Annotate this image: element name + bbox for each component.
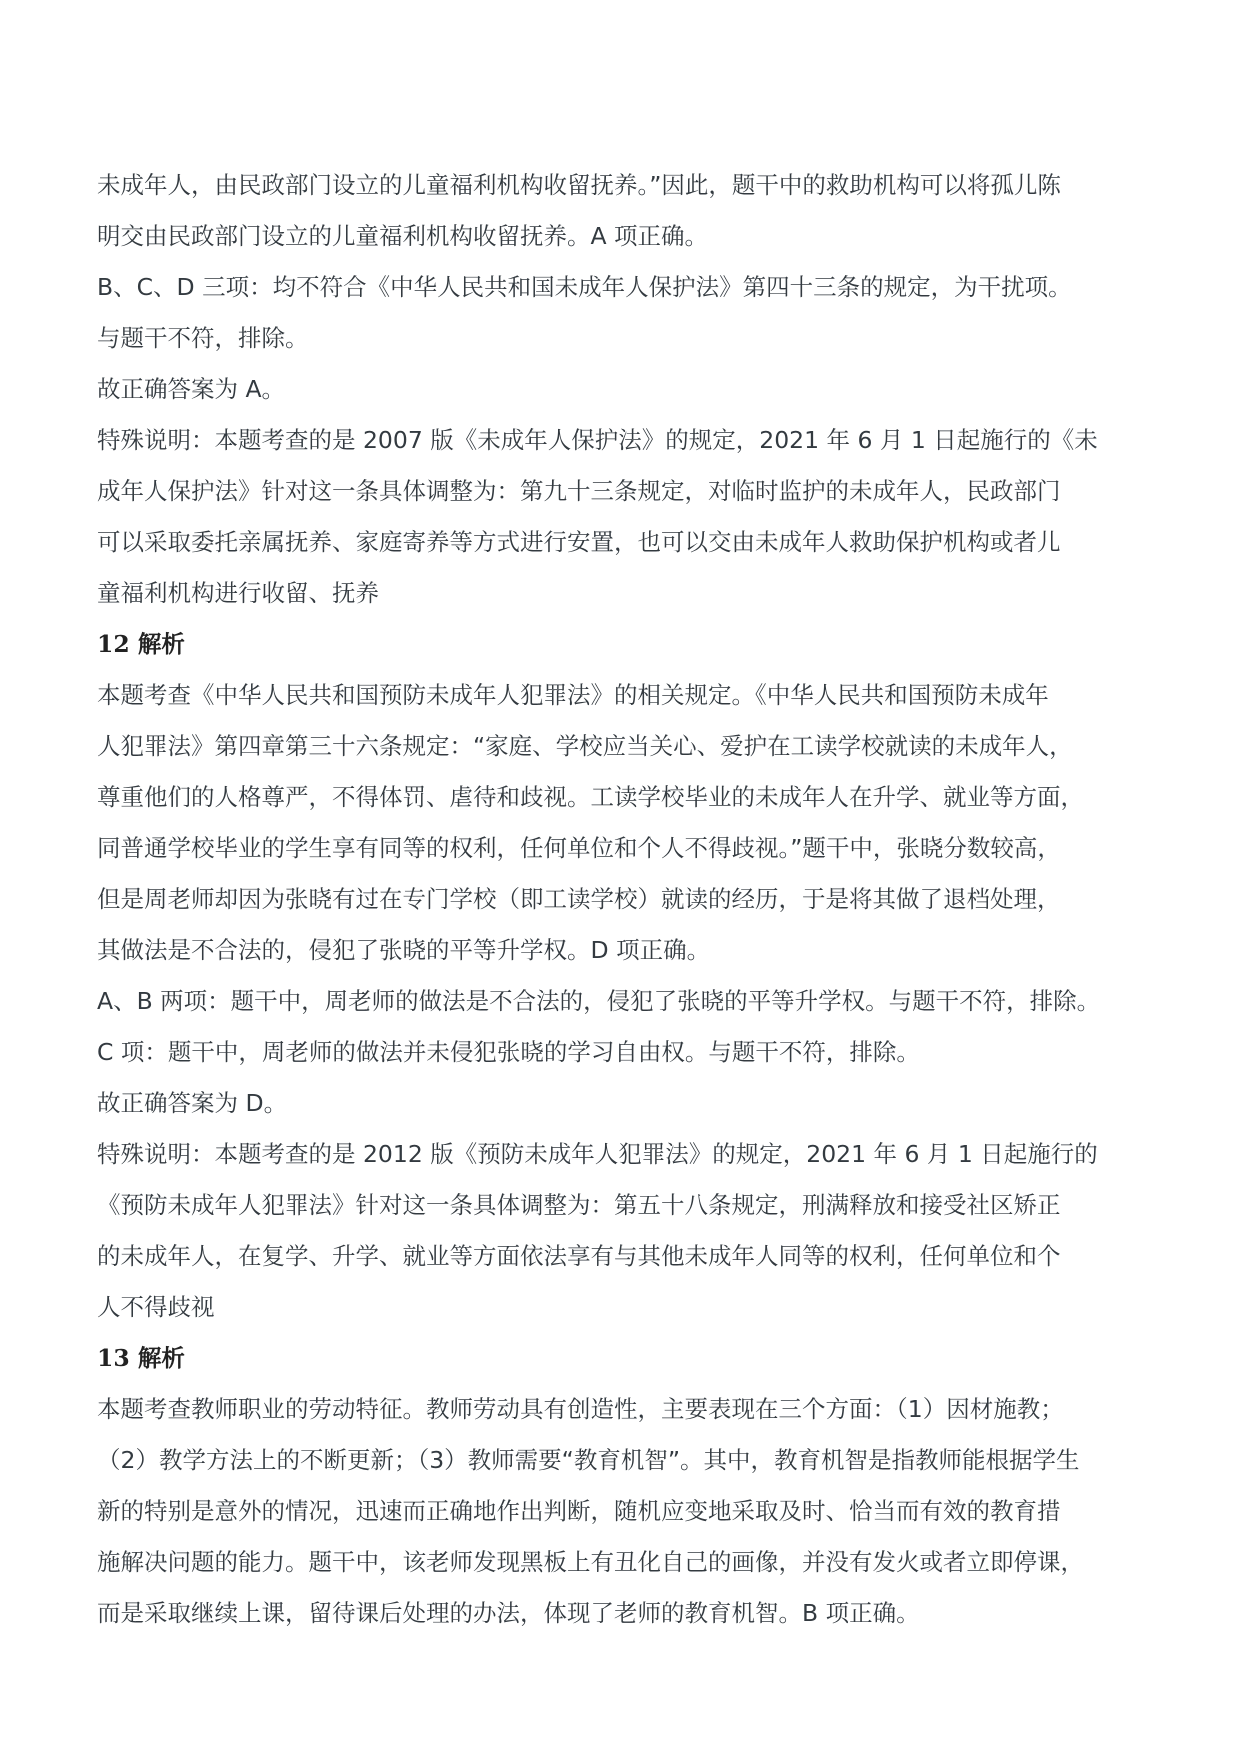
text-line: 童福利机构进行收留、抚养 [97, 579, 379, 607]
text-line: 《预防未成年人犯罪法》针对这一条具体调整为：第五十八条规定，刑满释放和接受社区矫正 [97, 1191, 1061, 1219]
text-line: 人犯罪法》第四章第三十六条规定：“家庭、学校应当关心、爱护在工读学校就读的未成年人， [97, 732, 1073, 760]
text-line: 同普通学校毕业的学生享有同等的权利，任何单位和个人不得歧视。”题干中，张晓分数较高， [97, 834, 1061, 862]
section-heading: 13 解析 [97, 1344, 185, 1372]
text-line: A、B 两项：题干中，周老师的做法是不合法的，侵犯了张晓的平等升学权。与题干不符，排除。 [97, 987, 1101, 1015]
text-line: 人不得歧视 [97, 1293, 215, 1321]
text-line: 与题干不符，排除。 [97, 324, 309, 352]
text-line: 本题考查教师职业的劳动特征。教师劳动具有创造性，主要表现在三个方面：（1）因材施教； [97, 1395, 1064, 1423]
text-line: 故正确答案为 A。 [97, 375, 286, 403]
text-line: 新的特别是意外的情况，迅速而正确地作出判断，随机应变地采取及时、恰当而有效的教育措 [97, 1497, 1061, 1525]
text-line: 而是采取继续上课，留待课后处理的办法，体现了老师的教育机智。B 项正确。 [97, 1599, 920, 1627]
text-line: 其做法是不合法的，侵犯了张晓的平等升学权。D 项正确。 [97, 936, 711, 964]
text-line: 本题考查《中华人民共和国预防未成年人犯罪法》的相关规定。《中华人民共和国预防未成年 [97, 681, 1049, 709]
text-line: 施解决问题的能力。题干中，该老师发现黑板上有丑化自己的画像，并没有发火或者立即停课， [97, 1548, 1084, 1576]
text-line: 的未成年人，在复学、升学、就业等方面依法享有与其他未成年人同等的权利，任何单位和个 [97, 1242, 1061, 1270]
text-line: 成年人保护法》针对这一条具体调整为：第九十三条规定，对临时监护的未成年人，民政部门 [97, 477, 1061, 505]
text-line: 尊重他们的人格尊严，不得体罚、虐待和歧视。工读学校毕业的未成年人在升学、就业等方面， [97, 783, 1084, 811]
text-line: 但是周老师却因为张晓有过在专门学校（即工读学校）就读的经历，于是将其做了退档处理， [97, 885, 1061, 913]
text-line: 特殊说明：本题考查的是 2007 版《未成年人保护法》的规定，2021 年 6 月 1 日起施行的《未 [97, 426, 1098, 454]
text-line: 可以采取委托亲属抚养、家庭寄养等方式进行安置，也可以交由未成年人救助保护机构或者儿 [97, 528, 1061, 556]
text-line: C 项：题干中，周老师的做法并未侵犯张晓的学习自由权。与题干不符，排除。 [97, 1038, 920, 1066]
text-line: 明交由民政部门设立的儿童福利机构收留抚养。A 项正确。 [97, 222, 709, 250]
text-line: 特殊说明：本题考查的是 2012 版《预防未成年人犯罪法》的规定，2021 年 6 月 1 日起施行的 [97, 1140, 1098, 1168]
section-heading: 12 解析 [97, 630, 185, 658]
document-body [97, 160, 1177, 1639]
text-line: B、C、D 三项：均不符合《中华人民共和国未成年人保护法》第四十三条的规定，为干扰项。 [97, 273, 1072, 301]
text-line: 故正确答案为 D。 [97, 1089, 288, 1117]
text-line: （2）教学方法上的不断更新；（3）教师需要“教育机智”。其中，教育机智是指教师能根据学生 [97, 1446, 1080, 1474]
text-line: 未成年人，由民政部门设立的儿童福利机构收留抚养。”因此，题干中的救助机构可以将孤儿陈 [97, 171, 1061, 199]
